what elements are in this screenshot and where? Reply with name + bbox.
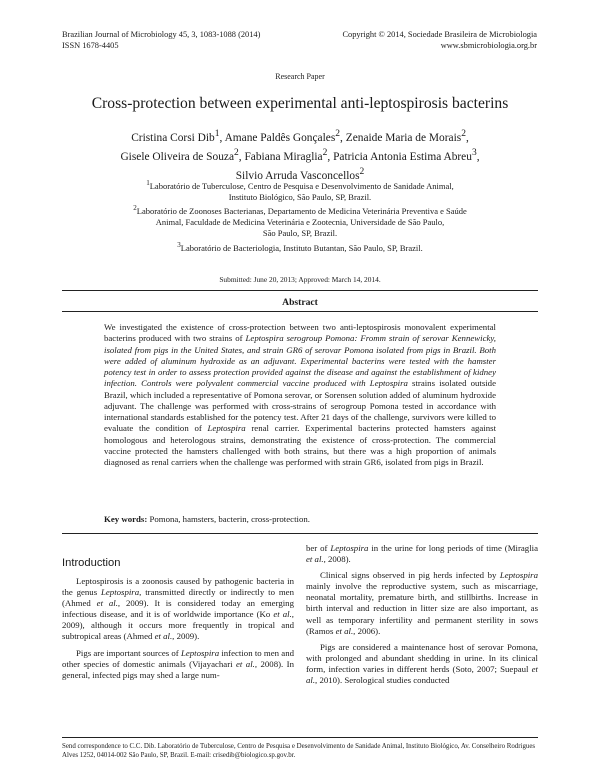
author-sep: , [327,150,334,163]
affiliation-3: $^3$Laboratório de Bacteriologia, Instituto Butantan, São Paulo, SP, Brazil. [177,240,423,253]
author-name: Fabiana Miraglia [244,150,323,163]
author-sep: , [465,131,469,144]
journal-website[interactable]: www.sbmicrobiologia.org.br [440,40,537,50]
author-sep: , [219,131,225,144]
author-sup: 2 [234,147,239,158]
affiliation-sup: 3 [177,240,181,249]
paragraph: Clinical signs observed in pig herds infected by Leptospira mainly involve the reproductive system, such as miscarriage, neonatal mortality, premature birth, and stillbirths. Increase in birth interval and reduction in litter size are also important, as well as temporary infertility and permanent sterility in sows (Ramos et al., 2006). [306,570,538,636]
keywords-text: Pomona, hamsters, bacterin, cross-protection. [147,514,310,524]
paragraph: Pigs are important sources of Leptospira infection to men and other species of domestic animals (Vijayachari et al., 2008). In general, infected pigs may shed a large num- [62,647,294,680]
author-sup: 2 [335,129,341,139]
paragraph: Leptospirosis is a zoonosis caused by pathogenic bacteria in the genus Leptospira, transmitted directly or indirectly to men (Ahmed et al., 2009). It is considered today an emerging infectious disease, and it is of worldwide importance (Ko et al., 2009), although it occurs more frequently in tropical and subtropical areas (Ahmed et al., 2009). [62,576,294,642]
paragraph: ber of Leptospira in the urine for long periods of time (Miraglia et al., 2008). [306,543,539,565]
author-sep: , [238,150,245,163]
correspondence-footnote: Send correspondence to C.C. Dib. Laboratório de Tuberculose, Centro de Pesquisa e Desenvolvimento de Sanidade Animal, Instituto Biológico, Av. Conselheiro Rodrigues Alves 1252, 04014-002 São Paulo, SP, Brazil. E-mail: crisedib@biologico.sp.gov.br. [62,743,536,759]
abstract-heading-rule [62,311,538,312]
issn: ISSN 1678-4405 [62,40,119,50]
abstract-top-rule [62,290,538,291]
abstract-body: We investigated the existence of cross-protection between two anti-leptospirosis monovalent experimental bacterins produced with two strains of Leptospira serogroup Pomona: Fromm strain of serovar Kennewicky, isolated from pigs in the United States, and strain GR6 of serovar Pomona isolated from pigs in Brazil. Both were added of aluminum hydroxide as an adjuvant. Experimental bacterins were tested with the hamster potency test in order to assess protection provided against the disease and against the establishment of kidney infection. Controls were polyvalent commercial vaccine produced with Leptospira strains isolated outside Brazil, which included a representative of Pomona serovar, or Sorensen solution added of aluminum hydroxide adjuvant. The challenge was performed with cross-strains of serogroup Pomona tested in accordance with international standards established for the potency test. After 21 days of the challenge, survivors were killed to evaluate the condition of Leptospira renal carrier. Experimental bacterins protected hamsters against homologous and heterologous strains, demonstrating the existence of cross-protection. The commercial vaccine protected the hamsters challenged with both strains, but there was a high proportion of animals diagnosed as renal carriers when the challenge was performed with strain GR6, isolated from pigs in Brazil. [104,322,497,467]
author-name: Silvio Arruda Vasconcellos [235,169,360,182]
copyright: Copyright © 2014, Sociedade Brasileira de Microbiologia [342,30,537,39]
journal-citation: Brazilian Journal of Microbiology 45, 3, 1083-1088 (2014) [62,30,261,39]
keywords-label: Key words: [104,514,148,524]
affiliation-sup: 2 [133,204,137,213]
column-right [306,543,538,686]
author-name: Gisele Oliveira de Souza [120,150,235,163]
affiliation-sup: 1 [146,179,150,187]
author-sup: 2 [359,166,365,177]
introduction-heading: Introduction [62,557,121,569]
journal-header-right [277,30,537,51]
author-sup: 3 [471,147,477,158]
author-name: Amane Paldês Gonçales [224,131,336,144]
abstract-heading: Abstract [282,297,318,308]
column-left [62,576,294,681]
keywords [104,514,496,524]
author-sep: , [476,150,480,163]
paper-type: Research Paper [275,72,325,81]
author-name: Patricia Antonia Estima Abreu [333,150,472,163]
footnote-rule [62,737,538,738]
paragraph: Pigs are considered a maintenance host of serovar Pomona, with prolonged and abundant shedding in urine. In its clinical form, infection varies in different herds (Soto, 2007; Suepaul et al., 2010). Serological studies conducted [306,641,538,686]
submission-dates: Submitted: June 20, 2013; Approved: March 14, 2014. [219,275,381,284]
author-sup: 2 [322,147,328,158]
author-sup: 2 [461,129,466,139]
author-name: Zenaide Maria de Morais [345,131,462,144]
author-sep: , [340,131,346,144]
affiliations [0,178,600,254]
author-name: Cristina Corsi Dib [131,131,215,144]
paper-title: Cross-protection between experimental anti-leptospirosis bacterins [91,95,509,112]
affiliation-2: $^2$Laboratório de Zoonoses Bacterianas, Departamento de Medicina Veterinária Preventiva e Saúde Animal, Faculdade de Medicina Veterinária e Zootecnia, Universidade de São Paulo, São Paulo, SP, Brazil. [133,204,467,239]
author-line-1 [0,127,600,146]
author-sup: 1 [214,129,220,139]
author-line-2 [0,146,600,165]
abstract-bottom-rule [62,533,538,534]
affiliation-1: $^1$Laboratório de Tuberculose, Centro de Pesquisa e Desenvolvimento de Sanidade Animal, Instituto Biológico, São Paulo, SP, Brazil. [146,179,454,203]
author-list [0,127,600,183]
